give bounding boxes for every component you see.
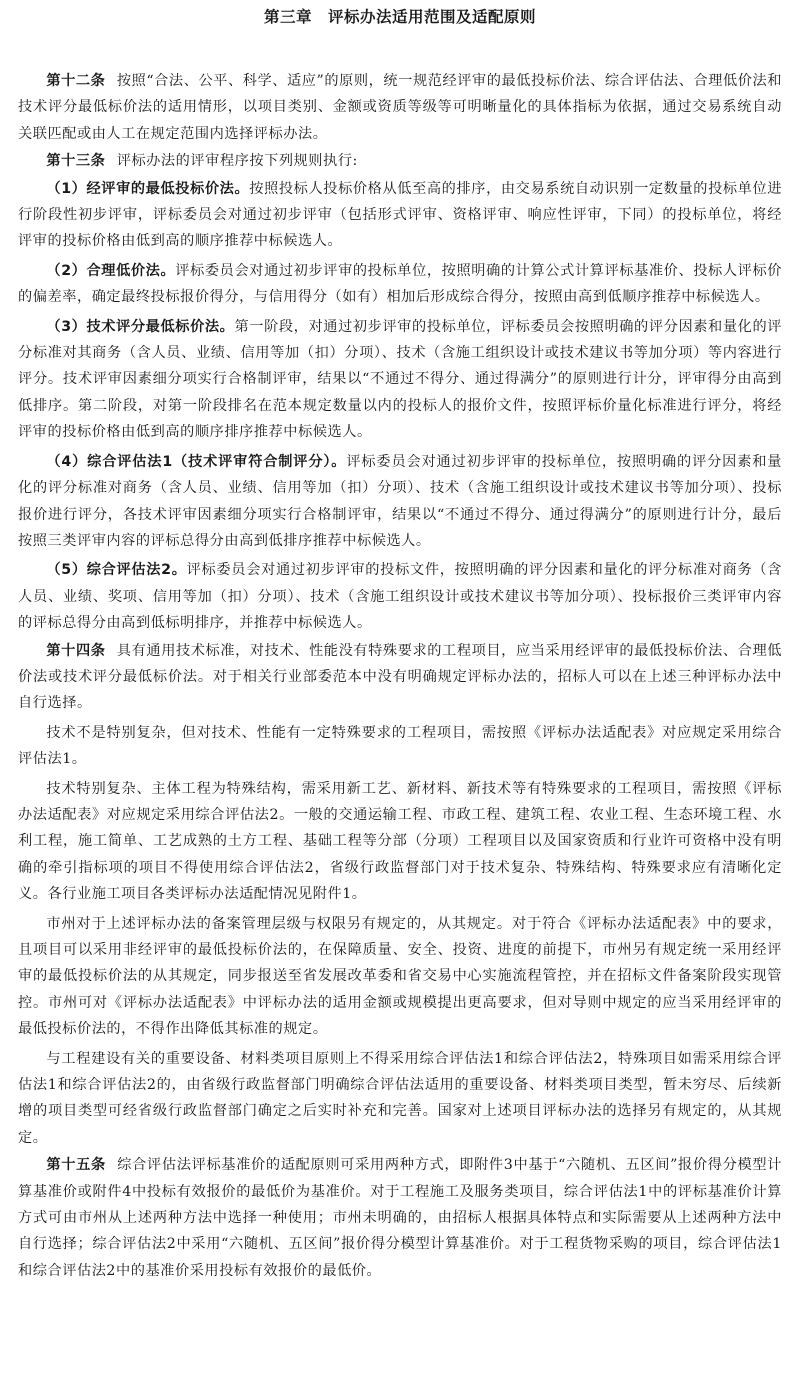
article-12	[18, 68, 782, 147]
item-5-heading: （5）综合评估法2。	[46, 562, 187, 579]
article-14-number: 第十四条	[46, 642, 106, 659]
chapter-title: 第三章 评标办法适用范围及适配原则	[263, 8, 536, 26]
article-12-text: 按照“合法、公平、科学、适应”的原则，统一规范经评审的最低投标价法、综合评估法、合理低价法和技术评分最低标价法的适用情形，以项目类别、金额或资质等级等可明晰量化的具体指标为依据，通过交易系统自动关联匹配或由人工在规定范围内选择评标办法。	[18, 73, 783, 142]
item-3-text: 第一阶段，对通过初步评审的投标单位，评标委员会按照明确的评分因素和量化的评分标准对其商务（含人员、业绩、信用等加（扣）分项）、技术（含施工组织设计或技术建议书等加分项）等内容进行评分。技术评审因素细分项实行合格制评审，结果以“不通过不得分、通过得满分”的原则进行计分，评审得分由高到低排序。第二阶段，对第一阶段排名在范本规定数量以内的投标人的报价文件，按照评标价量化标准进行评分，将经评审的投标价格由低到高的顺序排序推荐中标候选人。	[18, 318, 782, 441]
article-14-paragraph-2: 技术特别复杂、主体工程为特殊结构，需采用新工艺、新材料、新技术等有特殊要求的工程项目，需按照《评标办法适配表》对应规定采用综合评估法2。一般的交通运输工程、市政工程、建筑工程、农业工程、生态环境工程、水利工程，施工简单、工艺成熟的土方工程、基础工程等分部（分项）工程项目以及国家资质和行业许可资格中没有明确的牵引指标项的项目不得使用综合评估法2，省级行政监督部门对于技术复杂、特殊结构、特殊要求应有清晰化定义。各行业施工项目各类评标办法适配情况见附件1。	[18, 780, 782, 903]
article-13-item-3	[18, 314, 782, 446]
article-13-item-5	[18, 557, 782, 636]
item-1-heading: （1）经评审的最低投标价法。	[46, 180, 250, 197]
article-12-number: 第十二条	[46, 73, 106, 89]
article-14-paragraph-3: 市州对于上述评标办法的备案管理层级与权限另有规定的，从其规定。对于符合《评标办法适配表》中的要求，且项目可以采用非经评审的最低投标价法的，在保障质量、安全、投资、进度的前提下，市州另有规定统一采用经评审的最低投标价法的从其规定，同步报送至省发展改革委和省交易中心实施流程管控，并在招标文件备案阶段实现管控。市州可对《评标办法适配表》中评标办法的适用金额或规模提出更高要求，但对导则中规定的应当采用经评审的最低投标价法的，不得作出降低其标准的规定。	[18, 915, 782, 1038]
item-4-heading: （4）综合评估法1（技术评审符合制评分）。	[46, 453, 347, 470]
article-14-text: 具有通用技术标准，对技术、性能没有特殊要求的工程项目，应当采用经评审的最低投标价法、合理低价法或技术评分最低标价法。对于相关行业部委范本中没有明确规定评标办法的，招标人可以在上述三种评标办法中自行选择。	[18, 642, 782, 712]
title-spacer	[18, 28, 782, 68]
article-13-item-4	[18, 449, 782, 555]
article-14-paragraph-4: 与工程建设有关的重要设备、材料类项目原则上不得采用综合评估法1和综合评估法2，特殊项目如需采用综合评估法1和综合评估法2的，由省级行政监督部门明确综合评估法适用的重要设备、材料类项目类型，暂未穷尽、后续新增的项目类型可经省级行政监督部门确定之后实时补充和完善。国家对上述项目评标办法的选择另有规定的，从其规定。	[18, 1050, 782, 1146]
article-14	[18, 638, 782, 717]
item-4-text: 评标委员会对通过初步评审的投标单位，按照明确的评分因素和量化的评分标准对商务（含人员、业绩、信用等加（扣）分项）、技术（含施工组织设计或技术建议书等加分项）、投标报价进行评分，各技术评审因素细分项实行合格制评审，结果以“不通过不得分、通过得满分”的原则进行计分，最后按照三类评审内容的评标总得分由高到低排序推荐中标候选人。	[18, 453, 782, 549]
item-5-text: 评标委员会对通过初步评审的投标文件，按照明确的评分因素和量化的评分标准对商务（含人员、业绩、奖项、信用等加（扣）分项）、技术（含施工组织设计或技术建议书等加分项）、投标报价三类评审内容的评标总得分由高到低标明排序，并推荐中标候选人。	[18, 562, 782, 632]
article-13-item-2	[18, 258, 782, 311]
article-13-item-1	[18, 176, 782, 255]
item-2-heading: （2）合理低价法。	[46, 262, 176, 279]
article-15-number: 第十五条	[46, 1157, 106, 1174]
article-15	[18, 1152, 782, 1284]
article-13-number: 第十三条	[46, 153, 106, 170]
article-14-paragraph-1: 技术不是特别复杂，但对技术、性能有一定特殊要求的工程项目，需按照《评标办法适配表》对应规定采用综合评估法1。	[18, 724, 782, 768]
article-13-intro-text: 评标办法的评审程序按下列规则执行:	[116, 153, 358, 170]
article-15-text: 综合评估法评标基准价的适配原则可采用两种方式，即附件3中基于“六随机、五区间”报价得分模型计算基准价或附件4中投标有效报价的最低价为基准价。对于工程施工及服务类项目，综合评估法1中的评标基准价计算方式可由市州从上述两种方法中选择一种使用；市州未明确的，由招标人根据具体特点和实际需要从上述两种方法中自行选择；综合评估法2中采用“六随机、五区间”报价得分模型计算基准价。对于工程货物采购的项目，综合评估法1和综合评估法2中的基准价采用投标有效报价的最低价。	[18, 1157, 783, 1279]
item-2-text: 评标委员会对通过初步评审的投标单位，按照明确的计算公式计算评标基准价、投标人评标价的偏差率，确定最终投标报价得分，与信用得分（如有）相加后形成综合得分，按照由高到低顺序推荐中标候选人。	[18, 262, 782, 306]
item-1-text: 按照投标人投标价格从低至高的排序，由交易系统自动识别一定数量的投标单位进行阶段性初步评审，评标委员会对通过初步评审（包括形式评审、资格评审、响应性评审，下同）的投标单位，将经评审的投标价格由低到高的顺序推荐中标候选人。	[18, 180, 782, 250]
article-13-intro	[18, 148, 782, 174]
item-3-heading: （3）技术评分最低标价法。	[46, 318, 235, 335]
